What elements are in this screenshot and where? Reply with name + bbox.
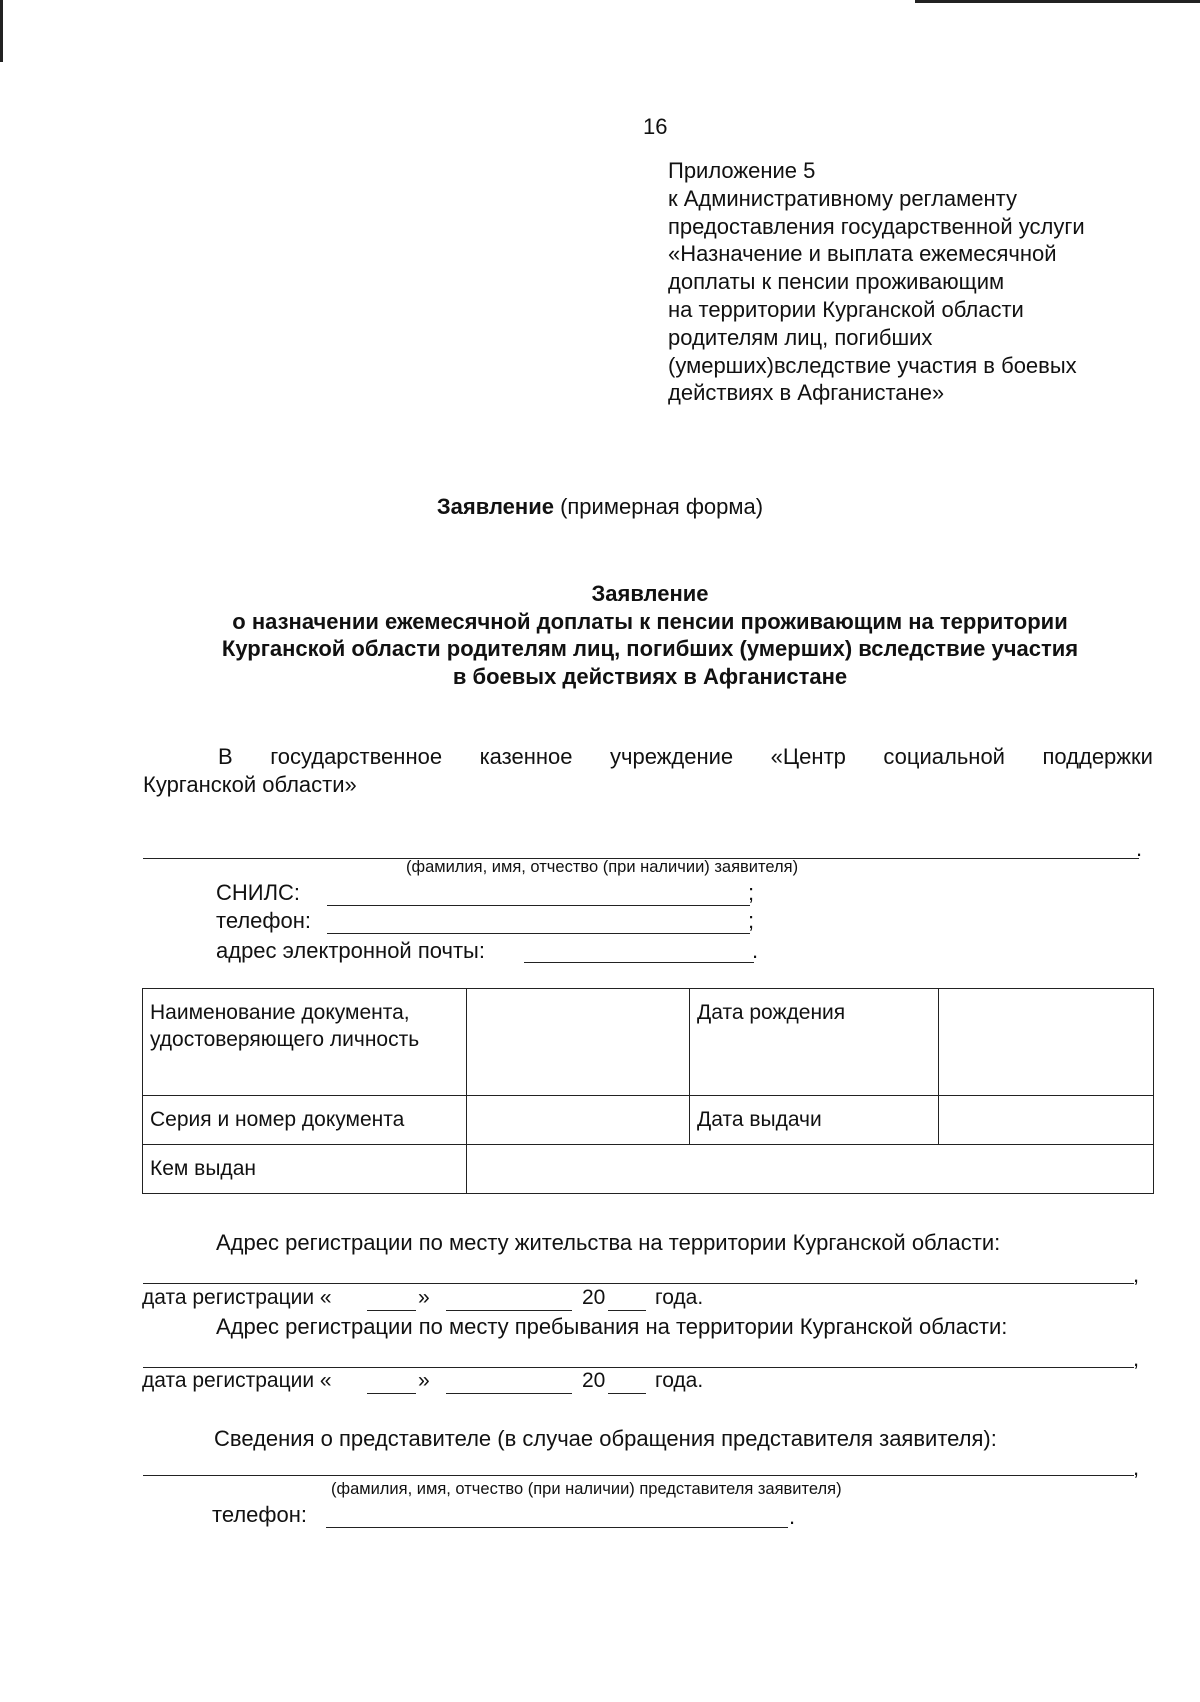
snils-field[interactable]	[327, 905, 750, 906]
recipient-word: учреждение	[610, 744, 734, 769]
stay-address-line[interactable]	[143, 1367, 1134, 1368]
annex-line: к Административному регламенту	[668, 185, 1018, 211]
scan-edge-mark-left	[0, 0, 3, 62]
representative-comma: ,	[1133, 1455, 1140, 1480]
email-field[interactable]	[524, 962, 754, 963]
series-number-value[interactable]	[467, 1096, 690, 1145]
stay-year-field[interactable]	[608, 1393, 646, 1394]
annex-line: «Назначение и выплата ежемесячной	[668, 241, 1057, 267]
residence-year-prefix: 20	[582, 1286, 606, 1309]
form-kind-rest: (примерная форма)	[553, 494, 764, 519]
recipient-word: поддержки	[1042, 744, 1153, 769]
issue-date-value[interactable]	[939, 1096, 1154, 1145]
residence-date-suffix: года.	[655, 1286, 704, 1309]
applicant-name-caption: (фамилия, имя, отчество (при наличии) заявителя)	[406, 858, 799, 876]
residence-address-line[interactable]	[143, 1283, 1134, 1284]
table-row	[143, 1145, 1154, 1194]
email-label: адрес электронной почты:	[216, 938, 485, 963]
title-line: о назначении ежемесячной доплаты к пенсии проживающим на территории	[232, 608, 1068, 634]
residence-month-field[interactable]	[446, 1310, 572, 1311]
issued-by-label: Кем выдан	[143, 1145, 467, 1194]
title-line: в боевых действиях в Афганистане	[452, 663, 848, 689]
table-row	[143, 1096, 1154, 1145]
stay-date-suffix: года.	[655, 1369, 704, 1392]
annex-line: (умерших)вследствие участия в боевых	[668, 352, 1077, 378]
table-row	[143, 989, 1154, 1096]
birth-date-value[interactable]	[939, 989, 1154, 1096]
recipient-line-2: Курганской области»	[143, 772, 357, 797]
doc-name-label: Наименование документа, удостоверяющего личность	[143, 989, 467, 1096]
phone-label: телефон:	[216, 908, 312, 933]
stay-date-quote: »	[418, 1369, 430, 1392]
stay-year-prefix: 20	[582, 1369, 606, 1392]
snils-label: СНИЛС:	[216, 880, 301, 905]
residence-year-field[interactable]	[608, 1310, 646, 1311]
phone-field[interactable]	[327, 933, 750, 934]
phone-end: ;	[748, 908, 755, 933]
applicant-name-end: .	[1136, 836, 1143, 861]
stay-heading: Адрес регистрации по месту пребывания на территории Курганской области:	[216, 1314, 1008, 1339]
doc-name-value[interactable]	[467, 989, 690, 1096]
residence-comma: ,	[1133, 1262, 1140, 1287]
recipient-word: социальной	[883, 744, 1005, 769]
recipient-word: казенное	[479, 744, 573, 769]
recipient-word: В	[218, 744, 233, 769]
title-line: Курганской области родителям лиц, погибших (умерших) вследствие участия	[221, 636, 1079, 661]
stay-day-field[interactable]	[367, 1393, 416, 1394]
issue-date-label: Дата выдачи	[690, 1096, 939, 1145]
residence-heading: Адрес регистрации по месту жительства на территории Курганской области:	[216, 1230, 1001, 1255]
representative-phone-label: телефон:	[212, 1502, 308, 1527]
series-number-label: Серия и номер документа	[143, 1096, 467, 1145]
recipient-line-1	[218, 744, 1153, 770]
stay-comma: ,	[1133, 1346, 1140, 1371]
annex-header	[668, 157, 1085, 407]
recipient-word: «Центр	[770, 744, 846, 769]
email-end: .	[752, 938, 759, 963]
annex-line: доплаты к пенсии проживающим	[668, 269, 1005, 295]
annex-line: предоставления государственной услуги	[668, 213, 1085, 239]
issued-by-value[interactable]	[467, 1145, 1154, 1194]
form-kind-bold: Заявление	[436, 494, 554, 519]
stay-date-prefix: дата регистрации «	[142, 1369, 332, 1392]
annex-line: родителям лиц, погибших	[668, 324, 933, 350]
representative-phone-field[interactable]	[326, 1527, 788, 1528]
identity-document-table	[142, 988, 1154, 1194]
annex-line: Приложение 5	[668, 158, 816, 183]
residence-day-field[interactable]	[367, 1310, 416, 1311]
form-kind-heading	[0, 494, 1200, 520]
representative-phone-end: .	[789, 1504, 796, 1529]
document-title	[0, 580, 1200, 690]
scan-edge-mark-top	[915, 0, 1200, 3]
representative-name-caption: (фамилия, имя, отчество (при наличии) представителя заявителя)	[331, 1480, 842, 1498]
birth-date-label: Дата рождения	[690, 989, 939, 1096]
recipient-word: государственное	[270, 744, 443, 769]
snils-end: ;	[748, 880, 755, 905]
title-line: Заявление	[591, 581, 709, 606]
representative-name-line[interactable]	[143, 1475, 1134, 1476]
representative-heading: Сведения о представителе (в случае обращения представителя заявителя):	[214, 1426, 997, 1451]
annex-line: на территории Курганской области	[668, 296, 1024, 322]
annex-line: действиях в Афганистане»	[668, 380, 945, 406]
residence-date-prefix: дата регистрации «	[142, 1286, 332, 1309]
residence-date-quote: »	[418, 1286, 430, 1309]
stay-month-field[interactable]	[446, 1393, 572, 1394]
page-number: 16	[643, 114, 668, 139]
